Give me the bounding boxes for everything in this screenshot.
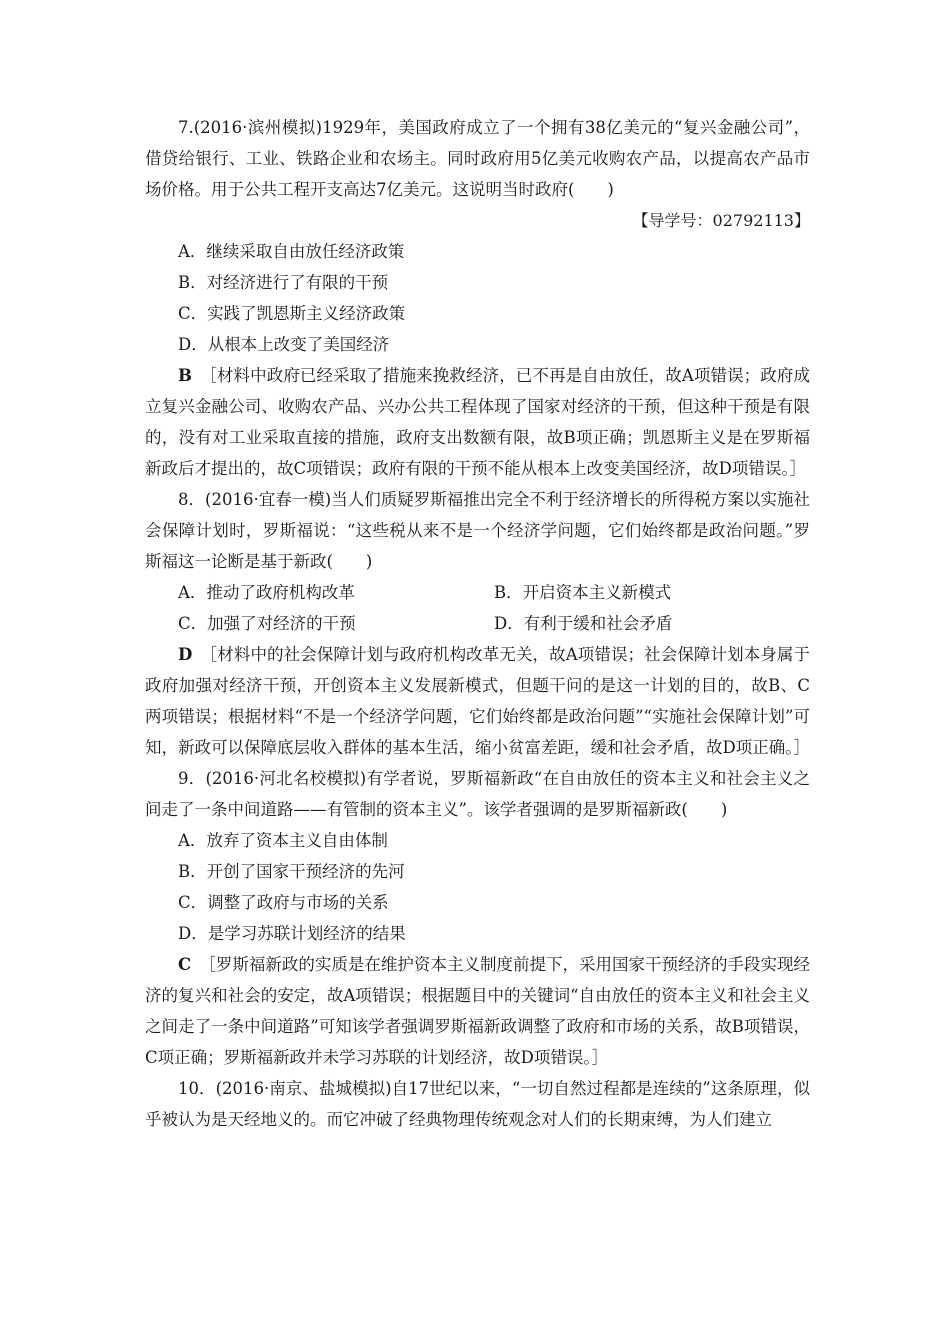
question-8-options-row-2 [145, 608, 810, 639]
question-8-option-d: D．有利于缓和社会矛盾 [494, 614, 673, 633]
document-page [145, 112, 810, 1135]
question-8-options-row-1 [145, 577, 810, 608]
question-7-option-b: B．对经济进行了有限的干预 [178, 273, 389, 292]
question-9-stem: 9．(2016·河北名校模拟)有学者说，罗斯福新政“在自由放任的资本主义和社会主义之间走了一条中间道路——有管制的资本主义”。该学者强调的是罗斯福新政( ) [145, 769, 810, 819]
question-8-option-b: B．开启资本主义新模式 [494, 583, 672, 602]
question-9-option-c: C．调整了政府与市场的关系 [178, 893, 389, 912]
question-8-stem: 8．(2016·宜春一模)当人们质疑罗斯福推出完全不利于经济增长的所得税方案以实施社会保障计划时，罗斯福说：“这些税从来不是一个经济学问题，它们始终都是政治问题。”罗斯福这一论断是基于新政( ) [145, 490, 810, 571]
question-7-option-d: D．从根本上改变了美国经济 [178, 335, 390, 354]
question-9-answer [145, 949, 810, 1073]
question-7-option-c: C．实践了凯恩斯主义经济政策 [178, 304, 406, 323]
question-8-answer [145, 639, 810, 763]
answer-letter: C [178, 955, 192, 974]
question-10-stem: 10．(2016·南京、盐城模拟)自17世纪以来，“一切自然过程都是连续的”这条原理，似乎被认为是天经地义的。而它冲破了经典物理传统观念对人们的长期束缚，为人们建立 [145, 1079, 810, 1129]
guide-number: 【导学号：02792113】 [632, 211, 810, 230]
question-7-option-a: A．继续采取自由放任经济政策 [178, 242, 405, 261]
answer-explanation: ［材料中政府已经采取了措施来挽救经济，已不再是自由放任，故A项错误；政府成立复兴金融公司、收购农产品、兴办公共工程体现了国家对经济的干预，但这种干预是有限的，没有对工业采取直接的措施，政府支出数额有限，故B项正确；凯恩斯主义是在罗斯福新政后才提出的，故C项错误；政府有限的干预不能从根本上改变美国经济，故D项错误。］ [145, 366, 810, 478]
answer-explanation: ［罗斯福新政的实质是在维护资本主义制度前提下，采用国家干预经济的手段实现经济的复兴和社会的安定，故A项错误；根据题目中的关键词“自由放任的资本主义和社会主义之间走了一条中间道路”可知该学者强调罗斯福新政调整了政府和市场的关系，故B项错误，C项正确；罗斯福新政并未学习苏联的计划经济，故D项错误。］ [145, 955, 810, 1067]
question-9-option-b: B．开创了国家干预经济的先河 [178, 862, 405, 881]
question-8-option-a: A．推动了政府机构改革 [178, 583, 355, 602]
question-8-option-c: C．加强了对经济的干预 [178, 614, 356, 633]
question-7-answer [145, 360, 810, 484]
question-7-stem: 7.(2016·滨州模拟)1929年，美国政府成立了一个拥有38亿美元的“复兴金融公司”，借贷给银行、工业、铁路企业和农场主。同时政府用5亿美元收购农产品，以提高农产品市场价格。用于公共工程开支高达7亿美元。这说明当时政府( ) [145, 118, 810, 199]
answer-explanation: ［材料中的社会保障计划与政府机构改革无关，故A项错误；社会保障计划本身属于政府加强对经济干预，开创资本主义发展新模式，但题干问的是这一计划的目的，故B、C两项错误；根据材料“不是一个经济学问题，它们始终都是政治问题”“实施社会保障计划”可知，新政可以保障底层收入群体的基本生活，缩小贫富差距，缓和社会矛盾，故D项正确。］ [145, 645, 810, 757]
answer-letter: B [178, 366, 192, 385]
question-9-option-a: A．放弃了资本主义自由体制 [178, 831, 388, 850]
question-9-option-d: D．是学习苏联计划经济的结果 [178, 924, 406, 943]
answer-letter: D [178, 645, 193, 664]
